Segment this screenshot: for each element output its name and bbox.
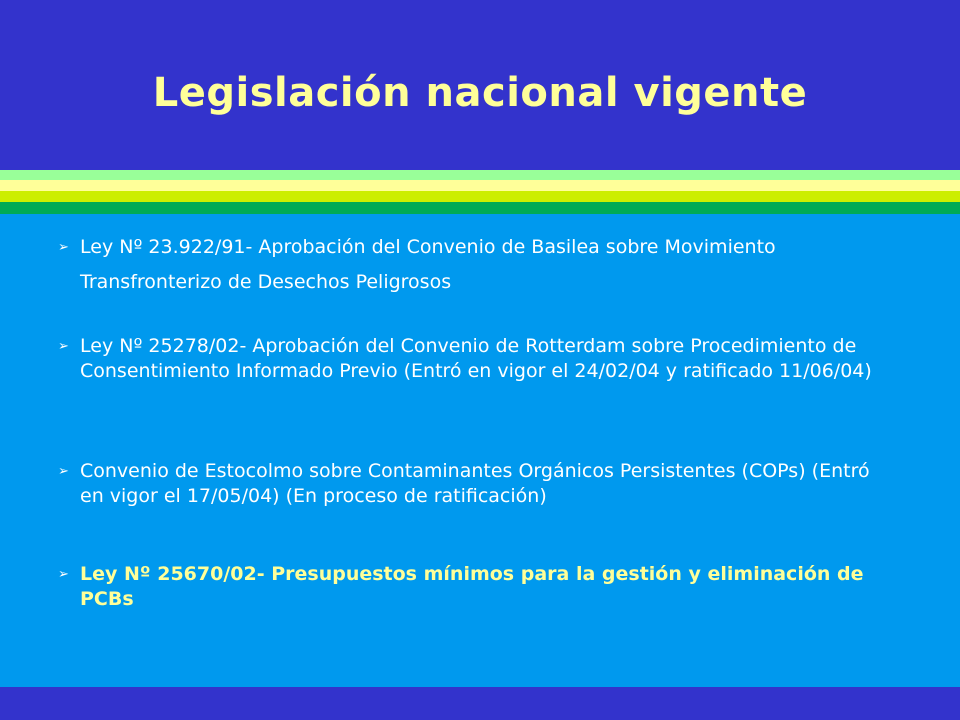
slide-footer-bar (0, 687, 960, 720)
arrowhead-bullet-icon: ➢ (58, 240, 69, 255)
bullet-item-highlighted (58, 562, 878, 612)
decorative-stripe (0, 180, 960, 191)
slide-title: Legislación nacional vigente (152, 70, 808, 116)
arrowhead-bullet-icon: ➢ (58, 567, 69, 582)
bullet-text: Ley Nº 25278/02- Aprobación del Convenio de Rotterdam sobre Procedimiento de Consentimiento Informado Previo (Entró en vigor el 24/02/04 y ratificado 11/06/04) (80, 335, 872, 382)
bullet-text: Convenio de Estocolmo sobre Contaminantes Orgánicos Persistentes (COPs) (Entró en vigor el 17/05/04) (En proceso de ratificación) (80, 460, 870, 507)
slide-header (0, 0, 960, 170)
arrowhead-bullet-icon: ➢ (58, 464, 69, 479)
bullet-text: Ley Nº 23.922/91- Aprobación del Convenio de Basilea sobre Movimiento Transfronterizo de Desechos Peligrosos (80, 236, 776, 293)
bullet-item (58, 459, 878, 509)
decorative-stripe (0, 191, 960, 202)
arrowhead-bullet-icon: ➢ (58, 339, 69, 354)
bullet-item (58, 334, 878, 384)
bullet-text: Ley Nº 25670/02- Presupuestos mínimos para la gestión y eliminación de PCBs (80, 563, 864, 610)
bullet-item (58, 230, 878, 300)
decorative-stripe (0, 170, 960, 180)
decorative-stripe (0, 202, 960, 214)
